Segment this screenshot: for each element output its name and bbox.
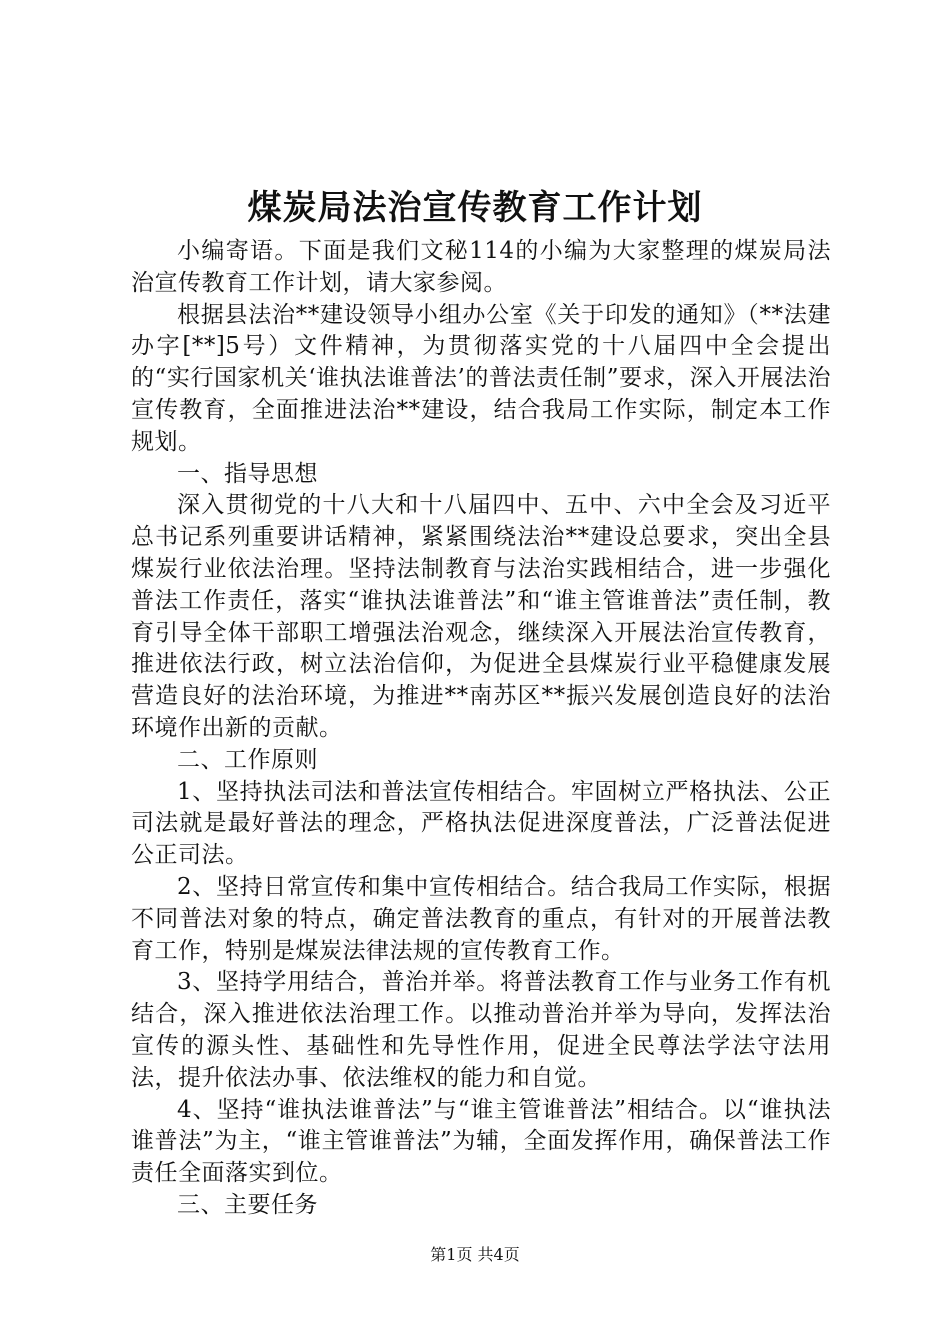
document-body xyxy=(131,236,831,1222)
document-title: 煤炭局法治宣传教育工作计划 xyxy=(247,188,703,228)
page-footer: 第1页 共4页 xyxy=(430,1245,520,1264)
guiding-thought-paragraph: 深入贯彻党的十八大和十八届四中、五中、六中全会及习近平总书记系列重要讲话精神，紧紧围绕法治**建设总要求，突出全县煤炭行业依法治理。坚持法制教育与法治实践相结合，进一步强化普法工作责任，落实“谁执法谁普法”和“谁主管谁普法”责任制，教育引导全体干部职工增强法治观念，继续深入开展法治宣传教育，推进依法行政，树立法治信仰，为促进全县煤炭行业平稳健康发展营造良好的法治环境，为推进**南苏区**振兴发展创造良好的法治环境作出新的贡献。 xyxy=(131,492,831,741)
intro-paragraph: 小编寄语。下面是我们文秘114的小编为大家整理的煤炭局法治宣传教育工作计划，请大家参阅。 xyxy=(131,238,831,296)
principle-2-paragraph: 2、坚持日常宣传和集中宣传相结合。结合我局工作实际，根据不同普法对象的特点，确定普法教育的重点，有针对的开展普法教育工作，特别是煤炭法律法规的宣传教育工作。 xyxy=(131,873,831,964)
section-heading-guiding-thought: 一、指导思想 xyxy=(177,460,318,487)
principle-1-paragraph: 1、坚持执法司法和普法宣传相结合。牢固树立严格执法、公正司法就是最好普法的理念，严格执法促进深度普法，广泛普法促进公正司法。 xyxy=(131,778,831,869)
principle-4-paragraph: 4、坚持“谁执法谁普法”与“谁主管谁普法”相结合。以“谁执法谁普法”为主，“谁主管谁普法”为辅，全面发挥作用，确保普法工作责任全面落实到位。 xyxy=(131,1096,831,1187)
section-heading-work-principles: 二、工作原则 xyxy=(177,746,318,773)
basis-paragraph: 根据县法治**建设领导小组办公室《关于印发的通知》（**法建办字[**]5号）文件精神，为贯彻落实党的十八届四中全会提出的“实行国家机关‘谁执法谁普法’的普法责任制”要求，深入开展法治宣传教育，全面推进法治**建设，结合我局工作实际，制定本工作规划。 xyxy=(131,301,831,455)
principle-3-paragraph: 3、坚持学用结合，普治并举。将普法教育工作与业务工作有机结合，深入推进依法治理工作。以推动普治并举为导向，发挥法治宣传的源头性、基础性和先导性作用，促进全民尊法学法守法用法，提升依法办事、依法维权的能力和自觉。 xyxy=(131,969,831,1091)
section-heading-main-tasks: 三、主要任务 xyxy=(177,1191,318,1218)
